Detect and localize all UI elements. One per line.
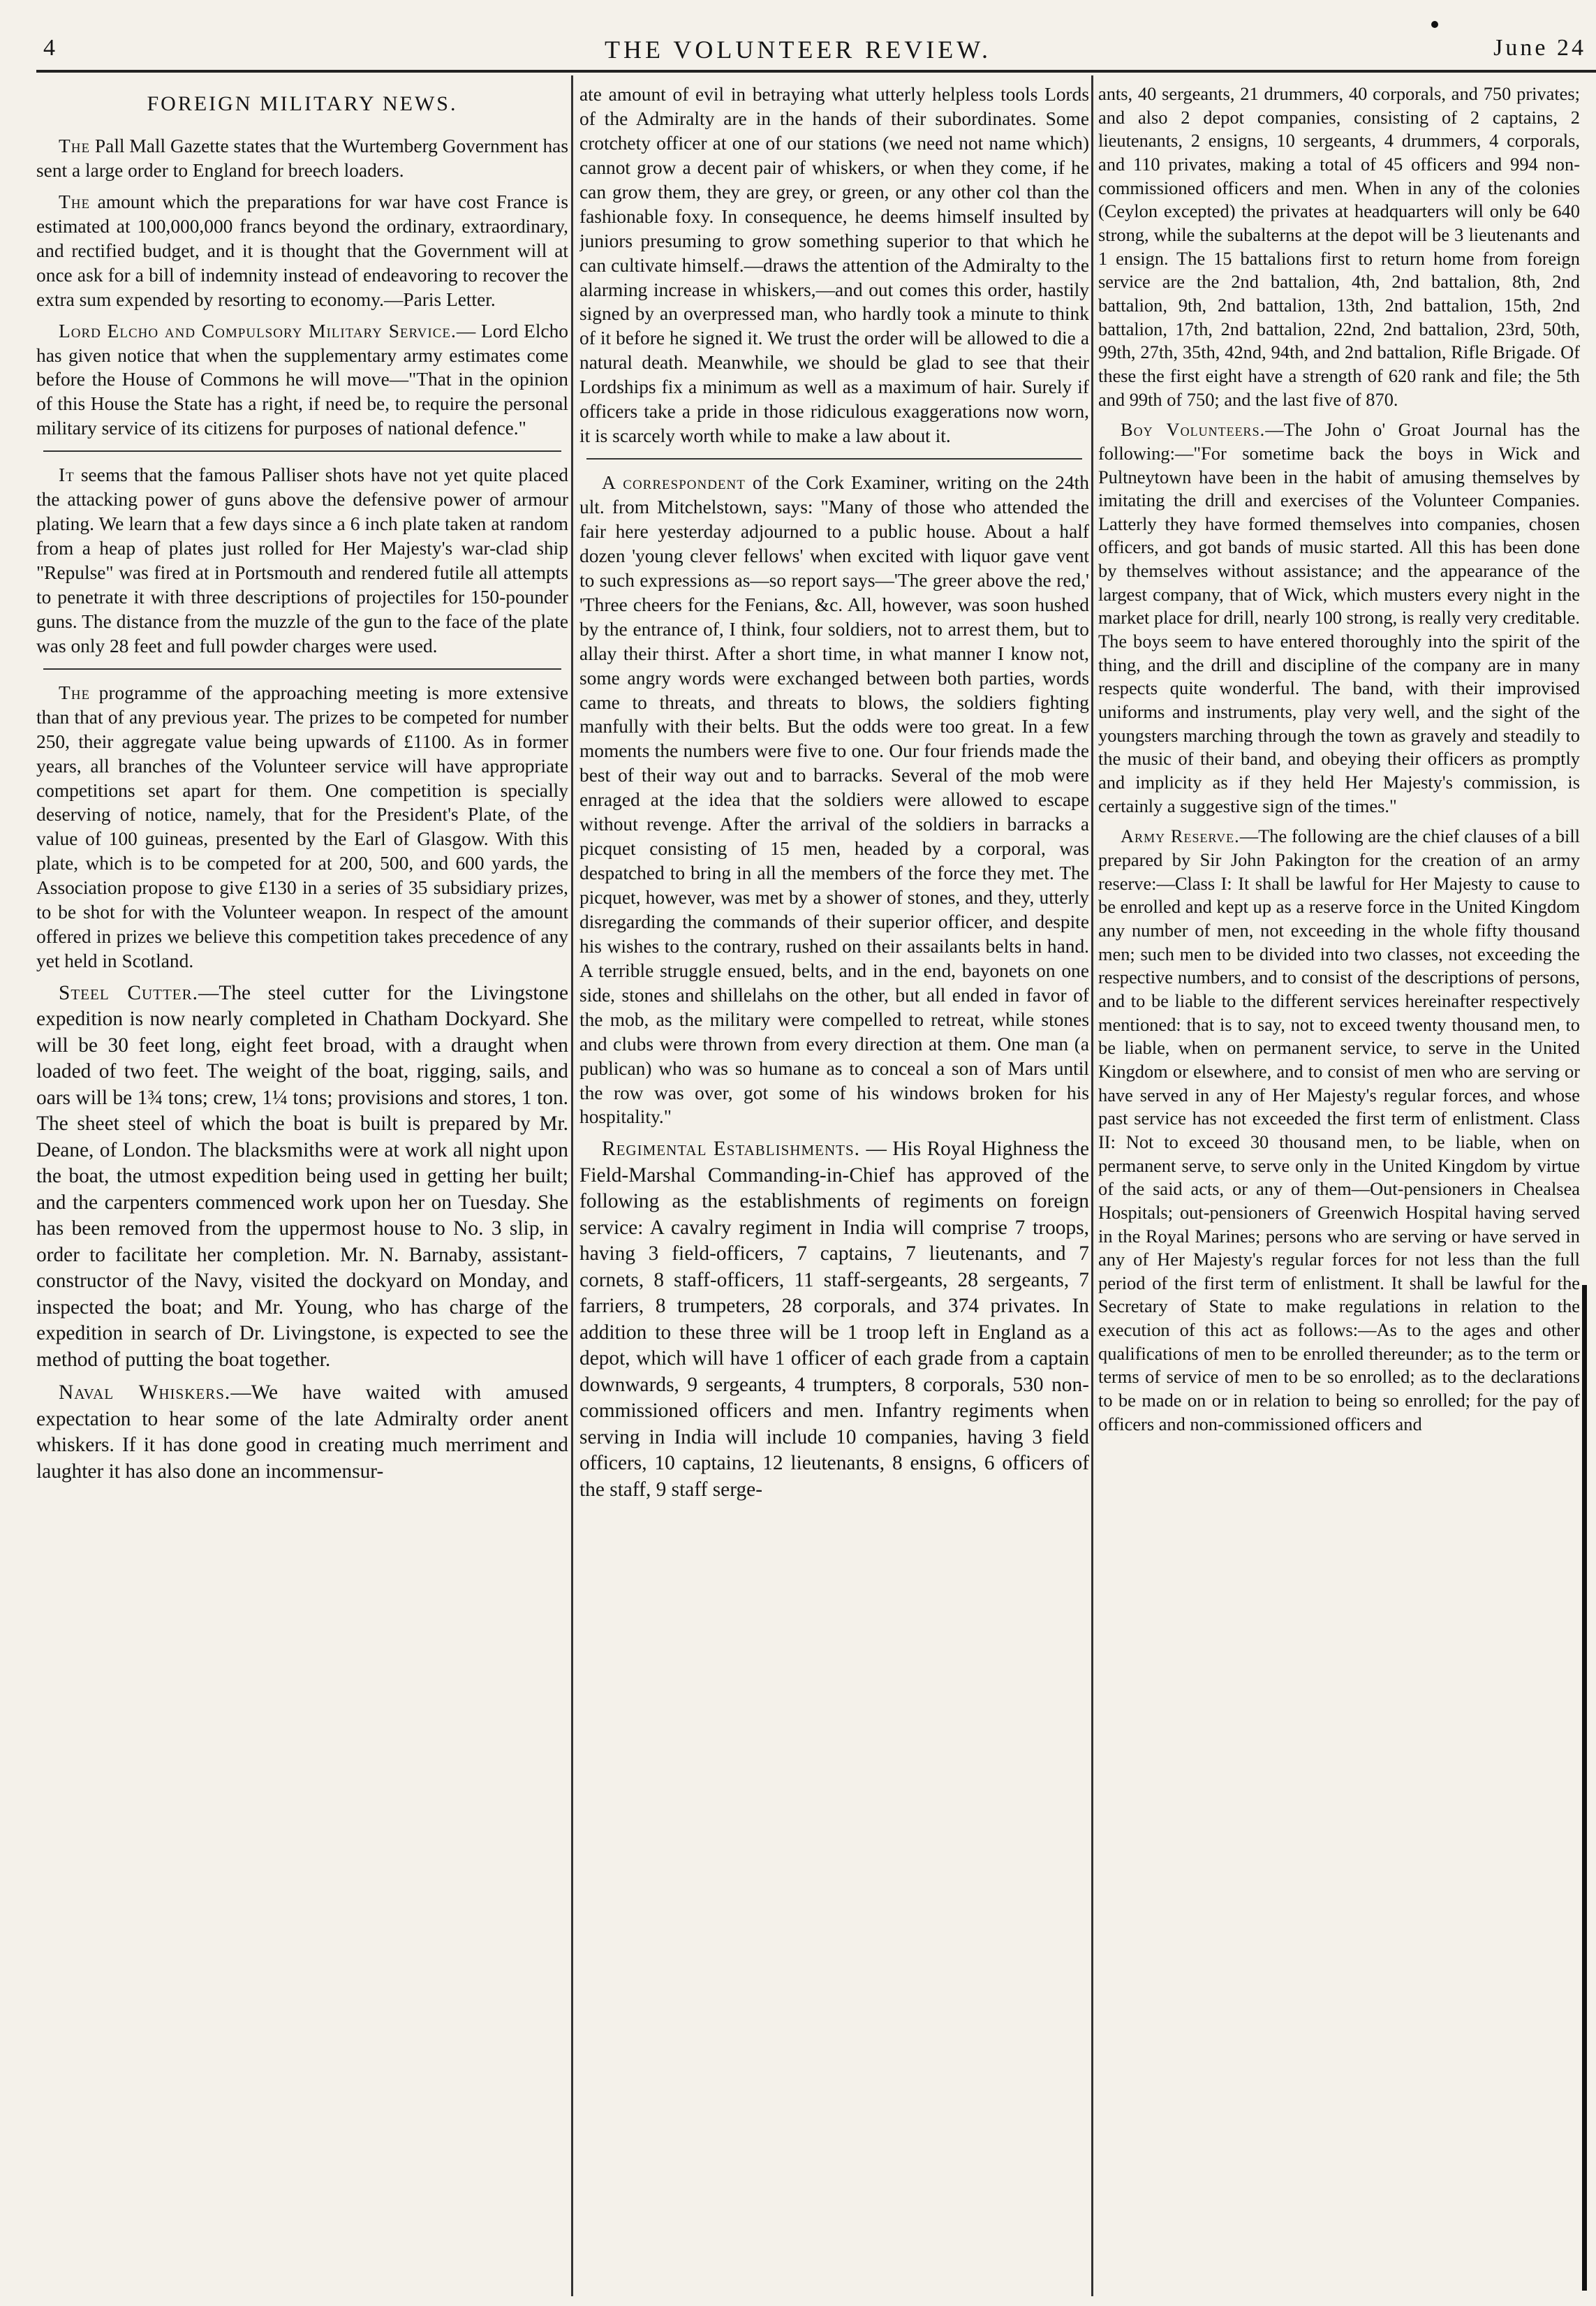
article-lead: Army Reserve.	[1121, 825, 1240, 847]
article-text: — Lord Elcho has given notice that when the supplementary army estimates come before the House of Commons he will move—"That in the opinion of this House the State has a right, if need be, to require the personal military service of its citizens for purposes of national defence."	[36, 320, 568, 439]
issue-date: June 24	[1493, 35, 1586, 61]
article-text: ate amount of evil in betraying what utterly helpless tools Lords of the Admiralty are in the hands of their subordinates. Some crotchety officer at one of our stations (we need not name which) cannot grow a decent pair of whiskers, or when they come, if he can grow them, they are grey, or green, or any other col than the fashionable foxy. In consequence, he deems himself insulted by juniors presuming to grow something superior to that which he can cultivate himself.—draws the attention of the Admiralty to the alarming increase in whiskers,—and out comes this order, hastily signed by an overpressed man, who hardly took a minute to think of it before he signed it. We trust the order will be allowed to die a natural death. Meanwhile, we should be glad to see that their Lordships fix a minimum as well as a maximum of hair. Surely if officers take a pride in those ridiculous exaggerations now worn, it is scarcely worth while to make a law about it.	[579, 84, 1089, 447]
article-steel-cutter	[36, 981, 568, 1373]
article-text: seems that the famous Palliser shots have not yet quite placed the attacking power of guns above the defensive power of armour plating. We learn that a few days since a 6 inch plate taken at random from a heap of plates just rolled for Her Majesty's war-clad ship "Repulse" was fired at in Portsmouth and rendered futile all attempts to penetrate it with three descriptions of projectiles for 150-pounder guns. The distance from the muzzle of the gun to the face of the plate was only 28 feet and full powder charges were used.	[36, 464, 568, 656]
article-lead: Lord Elcho and Compulsory Military Service.	[59, 320, 457, 342]
article-text: —The steel cutter for the Livingstone expedition is now nearly completed in Chatham Dockyard. She will be 30 feet long, eight feet broad, with a draught when loaded of two feet. The weight of the boat, rigging, sails, and oars will be 1¾ tons; crew, 1¼ tons; provisions and stores, 1 ton. The sheet steel of which the boat is built is prepared by Mr. Deane, of London. The blacksmiths were at work all night upon the boat, the utmost expedition being used in getting her built; and the carpenters commenced work upon her on Tuesday. She has been removed from the uppermost house to No. 3 slip, in order to facilitate her completion. Mr. N. Barnaby, assistant-constructor of the Navy, visited the dockyard on Monday, and inspected the boat; and Mr. Young, who has charge of the expedition in search of Dr. Livingstone, is expected to see the method of putting the boat together.	[36, 982, 568, 1371]
article-lead: The	[59, 682, 91, 703]
scan-edge-mark	[1582, 1285, 1587, 2291]
article-army-reserve	[1098, 825, 1580, 1436]
article-text: programme of the approaching meeting is more extensive than that of any previous year. The prizes to be competed for number 250, their aggregate value being upwards of £1100. As in former years, all branches of the Volunteer service will have appropriate competitions set apart for them. One competition is specially deserving of notice, namely, that for the President's Plate, of the value of 100 guineas, presented by the Earl of Glasgow. With this plate, which is to be competed for at 200, 500, and 600 yards, the Association propose to give £130 in a series of 35 subsidiary prizes, to be shot for with the Volunteer weapon. In respect of the amount offered in prizes we believe this competition takes precedence of any yet held in Scotland.	[36, 682, 568, 972]
article-text: Pall Mall Gazette states that the Wurtemberg Government has sent a large order to England for breech loaders.	[36, 135, 568, 181]
article-lead: Naval Whiskers.	[59, 1381, 231, 1404]
article-text: —We have waited with amused expectation to hear some of the late Admiralty order anent whiskers. If it has done good in creating much merriment and laughter it has also done an incommensur-	[36, 1381, 568, 1483]
article-separator	[43, 668, 561, 670]
article-text: amount which the preparations for war have cost France is estimated at 100,000,000 francs beyond the ordinary, extraordinary, and rectified budget, and it is thought that the Government will at once ask for a bill of indemnity instead of endeavoring to recover the extra sum expended by resorting to economy.—Paris Letter.	[36, 191, 568, 310]
article-boy-volunteers	[1098, 418, 1580, 818]
column-divider	[571, 75, 573, 2296]
article-separator	[43, 450, 561, 452]
column-divider	[1091, 75, 1093, 2296]
article-lead: A correspondent	[602, 472, 746, 494]
column-2	[579, 82, 1089, 2296]
article-text: ants, 40 sergeants, 21 drummers, 40 corporals, and 750 privates; and also 2 depot companies, consisting of 2 captains, 2 lieutenants, 2 ensigns, 10 sergeants, 4 drummers, 4 corporals, and 110 privates, making a total of 45 officers and 994 non-commissioned officers and men. When in any of the colonies (Ceylon excepted) the privates at headquarters will only be 640 strong, while the subalterns at the depot will be 3 lieutenants and 1 ensign. The 15 battalions first to return home from foreign service are the 2nd battalion, 4th, 2nd battalion, 8th, 2nd battalion, 9th, 2nd battalion, 13th, 2nd battalion, 15th, 2nd battalion, 17th, 2nd battalion, 22nd, 2nd battalion, 23rd, 50th, 99th, 27th, 35th, 42nd, 94th, and 2nd battalion, Rifle Brigade. Of these the first eight have a strength of 620 rank and file; the 5th and 99th of 750; and the last five of 870.	[1098, 83, 1580, 410]
article-whiskers-continued	[579, 82, 1089, 448]
article-lead: It	[59, 464, 75, 486]
header-rule	[36, 70, 1596, 73]
article-lead: Boy Volunteers.	[1121, 419, 1266, 441]
article-lord-elcho	[36, 319, 568, 441]
article-text: of the Cork Examiner, writing on the 24th ult. from Mitchelstown, says: "Many of those who attended the fair here yesterday adjourned to a public house. About a half dozen 'young clever fellows' when excited with liquor gave vent to such expressions as—so report says—'The greer above the red,' 'Three cheers for the Fenians, &c. All, however, was soon hushed by the entrance of, I think, four soldiers, not to arrest them, but to allay their thirst. After a short time, in what manner I know not, some angry words were exchanged between both parties, words came to threats, and threats to blows, the soldiers fighting manfully with their belts. But the odds were too great. In a few moments the numbers were five to one. Our four friends made the best of their way out and to barracks. Several of the mob were enraged at the idea that the soldiers were allowed to escape without revenge. After the arrival of the soldiers in barracks a picquet consisting of 15 men, headed by a corporal, was despatched to bring in all the members of the force they met. The picquet, however, was met by a shower of stones, and they, utterly disregarding the commands of their superior officer, and despite his wishes to the contrary, rushed on their assailants belts in hand. A terrible struggle ensued, belts, and in the end, bayonets on one side, stones and shillelahs on the other, but all ended in favor of the mob, as the military were compelled to retreat, while stones and clubs were thrown from every direction at them. One man (a publican) who was so humane as to conceal a son of Mars until the row was over, got some of his windows broken for his hospitality."	[579, 472, 1089, 1128]
column-1	[36, 82, 568, 2296]
section-heading: FOREIGN MILITARY NEWS.	[147, 92, 458, 115]
ink-dot	[1431, 21, 1438, 28]
page-number: 4	[43, 35, 55, 61]
article-naval-whiskers	[36, 1380, 568, 1485]
article-establishments-continued	[1098, 82, 1580, 411]
article-wurtemberg	[36, 134, 568, 183]
column-3	[1098, 82, 1580, 2296]
article-lead: The	[59, 135, 91, 156]
article-lead: Regimental Establishments.	[602, 1138, 860, 1161]
article-lead: Steel Cutter.	[59, 982, 198, 1004]
article-text: — His Royal Highness the Field-Marshal Commanding-in-Chief has approved of the following as the establishments of regiments on foreign service: A cavalry regiment in India will comprise 7 troops, having 3 field-officers, 7 captains, 7 lieutenants, and 7 cornets, 8 staff-officers, 11 staff-sergeants, 28 sergeants, 7 farriers, 8 trumpeters, 28 corporals, and 374 privates. In addition to these three will be 1 troop left in England as a depot, which will have 1 officer of each grade from a captain downwards, 9 sergeants, 4 trumpters, 8 corporals, 530 non-commissioned officers and men. Infantry regiments when serving in India will include 10 companies, having 3 field officers, 10 captains, 12 lieutenants, 8 ensigns, 6 officers of the staff, 9 staff serge-	[579, 1138, 1089, 1501]
article-lead: The	[59, 191, 91, 212]
article-regimental-establishments	[579, 1136, 1089, 1503]
article-france-war-cost	[36, 190, 568, 312]
article-separator	[586, 458, 1082, 460]
article-text: —The John o' Groat Journal has the following:—"For sometime back the boys in Wick and Pultneytown have been in the habit of amusing themselves by imitating the drill and exercises of the Volunteer Companies. Latterly they have formed themselves into companies, chosen officers, and got bands of music started. All this has been done by themselves without assistance; and the appearance of the largest company, that of Wick, which musters every night in the market place for drill, nearly 100 strong, is really very creditable. The boys seem to have entered thoroughly into the spirit of the thing, and the drill and discipline of the company are in many respects quite wonderful. The band, with their improvised uniforms and instruments, play very well, and the sight of the youngsters marching through the town as gravely and steadily to the music of their band, and obeying their officers as promptly and implicity as if they held Her Majesty's commission, is certainly a suggestive sign of the times."	[1098, 419, 1580, 816]
running-title: THE VOLUNTEER REVIEW.	[605, 36, 991, 64]
article-mitchelstown	[579, 471, 1089, 1129]
article-palliser-shots	[36, 463, 568, 659]
article-text: —The following are the chief clauses of a bill prepared by Sir John Pakington for the creation of an army reserve:—Class I: It shall be lawful for Her Majesty to cause to be enrolled and kept up as a reserve force in the United Kingdom any number of men, not exceeding in the whole fifty thousand men; such men to be divided into two classes, not exceeding the respective numbers, and to consist of the descriptions of persons, and to be liable to the different services hereinafter respectively mentioned: that is to say, not to exceed twenty thousand men, to be liable, when on permanent service, to serve in the United Kingdom or elsewhere, and to consist of men who are serving or have served in any of Her Majesty's regular forces, and whose past service has not exceeded the first term of enlistment. Class II: Not to exceed 30 thousand men, to be liable, when on permanent serve, to serve only in the United Kingdom by virtue of the said acts, or any of them—Out-pensioners in Chealsea Hospitals; out-pensioners of Greenwich Hospital having served in the Royal Marines; persons who are serving or have served in any of Her Majesty's regular forces for not less than the full period of the first term of enlistment. It shall be lawful for the Secretary of State to make regulations in relation to the execution of this act as follows:—As to the ages and other qualifications of men to be enrolled thereunder; as to the term or terms of service of men to be so enrolled; as to the declarations to be made on or in relation to being so enrolled; for the pay of officers and non-commissioned officers and	[1098, 825, 1580, 1434]
article-prize-meeting	[36, 681, 568, 974]
